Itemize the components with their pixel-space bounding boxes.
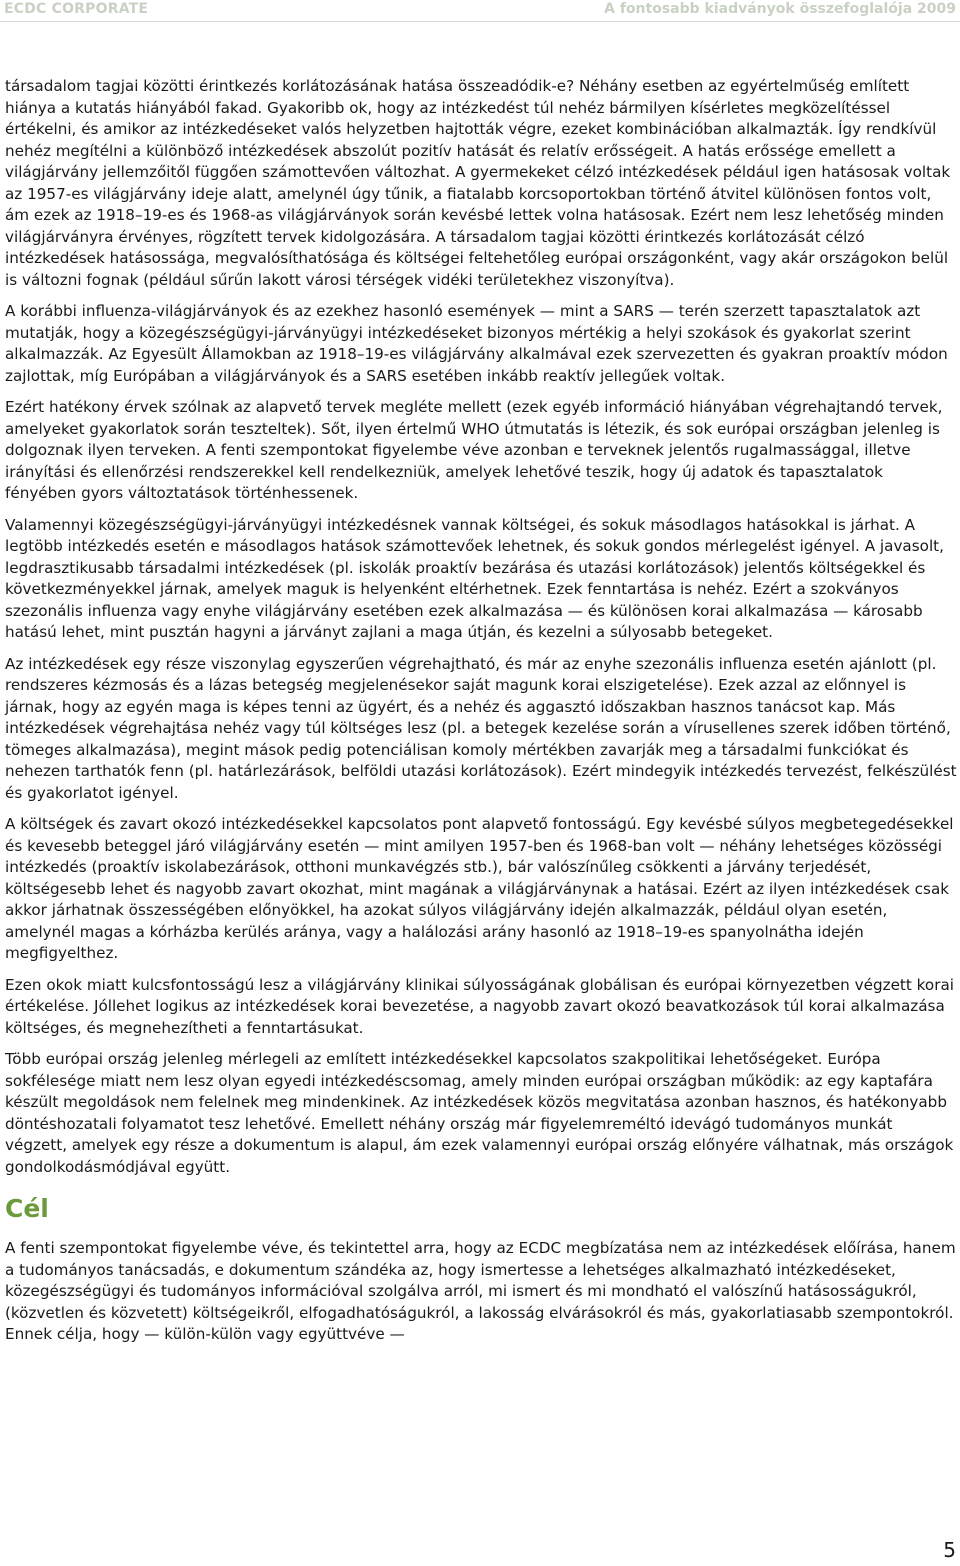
paragraph: Több európai ország jelenleg mérlegeli az említett intézkedésekkel kapcsolatos szakpolitikai lehetőségeket. Európa sokfélesége miatt nem lesz olyan egyedi intézkedéscsomag, amely minden európai országban működik: az egy kaptafára készült megoldások nem felelnek meg mindenkinek. Az intézkedések közös megvitatása azonban hasznos, és hatékonyabb döntéshozatali folyamatot tesz lehetővé. Emellett néhány ország már figyelemreméltó idevágó tudományos munkát végzett, amelyek egy része a dokumentum is alapul, ám ezek valamennyi európai ország előnyére válhatnak, más országok gondolkodásmódjával együtt. — [5, 1050, 954, 1176]
page-header — [0, 0, 960, 22]
paragraph: Ezen okok miatt kulcsfontosságú lesz a világjárvány klinikai súlyosságának globálisan és európai környezetben végzett korai értékelése. Jóllehet logikus az intézkedések korai bevezetése, a nagyobb zavart okozó beavatkozások túl korai alkalmazása költséges, és megnehezítheti a fenntartásukat. — [5, 975, 954, 1037]
section-paragraph: A fenti szempontokat figyelembe véve, és tekintettel arra, hogy az ECDC megbízatása nem az intézkedések előírása, hanem a tudományos tanácsadás, e dokumentum szándéka az, hogy ismertesse a lehetséges alkalmazható intézkedéseket, közegészségügyi és tudományos információval szolgálva arról, mi ismert és mi mondható el valószínű hatásosságukról, (közvetlen és közvetett) költségeikről, elfogadhatóságukról, a lakosság elvárásokról és más, gyakorlatiasabb szempontokról. Ennek célja, hogy — külön-külön vagy együttvéve — — [5, 1239, 956, 1343]
header-document-title: A fontosabb kiadványok összefoglalója 2009 — [604, 1, 956, 17]
paragraph: Ezért hatékony érvek szólnak az alapvető tervek megléte mellett (ezek egyéb információ hiányában végrehajtandó tervek, amelyeket gyakorlatok során teszteltek). Sőt, ilyen értelmű WHO útmutatás is létezik, és sok európai országban jelenleg is dolgoznak ilyen terveken. A fenti szempontokat figyelembe véve azonban e terveknek jelentős rugalmassággal, illetve irányítási és ellenőrzési rendszerekkel kell rendelkezniük, amelyek lehetővé teszik, hogy új adatok és tapasztalatok fényében gyors változtatások történhessenek. — [5, 398, 943, 502]
paragraph: társadalom tagjai közötti érintkezés korlátozásának hatása összeadódik-e? Néhány esetben az egyértelműség említett hiánya a kutatás hiányából fakad. Gyakoribb ok, hogy az intézkedést túl nehéz bármilyen kísérletes megközelítéssel értékelni, és amikor az intézkedéseket valós helyzetben hajtották végre, ezeket kombinációban alkalmazták. Így rendkívül nehéz megítélni a különböző intézkedések abszolút pozitív hatását és relatív erősségeit. A hatás erőssége emellett a világjárvány jellemzőitől függően számottevően változhat. A gyermekeket célzó intézkedések például igen hatásosak voltak az 1957-es világjárvány ideje alatt, amelynél úgy tűnik, a fiatalabb korcsoportokban történő átvitel különösen fontos volt, ám ezek az 1918–19-es és 1968-as világjárványok során kevésbé lettek volna hatásosak. Ezért nem lesz lehetőség minden világjárványra érvényes, rögzített tervek kidolgozására. A társadalom tagjai közötti érintkezés korlátozását célzó intézkedések hatásossága, megvalósíthatósága és költségei feltehetőleg európai országonként, vagy akár országokon belül is változni fognak (például sűrűn lakott városi térségek vidéki területekhez viszonyítva). — [5, 77, 951, 289]
paragraph: A költségek és zavart okozó intézkedésekkel kapcsolatos pont alapvető fontosságú. Egy kevésbé súlyos megbetegedésekkel és kevesebb beteggel járó világjárvány esetén — mint amilyen 1957-ben és 1968-ban volt — néhány lehetséges közösségi intézkedés (proaktív iskolabezárások, otthoni munkavégzés stb.), bár valószínűleg csökkenti a járvány terjedését, költségesebb lehet és nagyobb zavart okozhat, mint magának a világjárványnak a hatásai. Ezért az ilyen intézkedések csak akkor járhatnak összességében előnyökkel, ha azokat súlyos világjárvány idején alkalmazzák, például olyan esetén, amelynél magas a kórházba kerülés aránya, vagy a halálozási arány hasonló az 1918–19-es spanyolnátha idején megfigyelthez. — [5, 815, 954, 962]
paragraph: Az intézkedések egy része viszonylag egyszerűen végrehajtható, és már az enyhe szezonális influenza esetén ajánlott (pl. rendszeres kézmosás és a lázas betegség megjelenésekor saját magunk korai elszigetelése). Ezek azzal az előnnyel is járnak, hogy az egyén maga is képes tenni az ügyért, és a nehéz és aggasztó időszakban hasznos tanácsot kap. Más intézkedések végrehajtása nehéz vagy túl költséges lesz (pl. a betegek kezelése során a vírusellenes szerek időben történő, tömeges alkalmazása), megint mások pedig potenciálisan komoly mértékben zavarják meg a társadalmi funkciókat és nehezen tarthatók fenn (pl. határlezárások, belföldi utazási korlátozások). Ezért mindegyik intézkedés tervezést, felkészülést és gyakorlatot igényel. — [5, 654, 957, 802]
section-heading: Cél — [5, 1194, 49, 1223]
paragraph: A korábbi influenza-világjárványok és az ezekhez hasonló események — mint a SARS — terén szerzett tapasztalatok azt mutatják, hogy a közegészségügyi-járványügyi intézkedéseket bizonyos mértékig a helyi szokások és gyakorlat szerint alkalmazzák. Az Egyesült Államokban az 1918–19-es világjárvány alkalmával ezek szervezetten és gyakran proaktív módon zajlottak, míg Európában a világjárványok és a SARS esetében inkább reaktív jellegűek voltak. — [5, 302, 948, 385]
header-organization: ECDC CORPORATE — [4, 1, 149, 17]
paragraph: Valamennyi közegészségügyi-járványügyi intézkedésnek vannak költségei, és sokuk másodlagos hatásokkal is járhat. A legtöbb intézkedés esetén e másodlagos hatások számottevőek lehetnek, és sokuk gondos mérlegelést igényel. A javasolt, legdrasztikusabb társadalmi intézkedések (pl. iskolák proaktív bezárása és utazási korlátozások) jelentős költségekkel és következményekkel járnak, amelyek maguk is helyenként eltérhetnek. Ezek fenntartása is nehéz. Ezért a szokványos szezonális influenza vagy enyhe világjárvány esetében ezek alkalmazása — és különösen korai alkalmazása — károsabb hatású lehet, mint pusztán hagyni a járványt zajlani a maga útján, és kezelni a súlyosabb betegeket. — [5, 515, 944, 641]
document-body — [5, 76, 958, 1346]
page-number: 5 — [943, 1538, 956, 1562]
